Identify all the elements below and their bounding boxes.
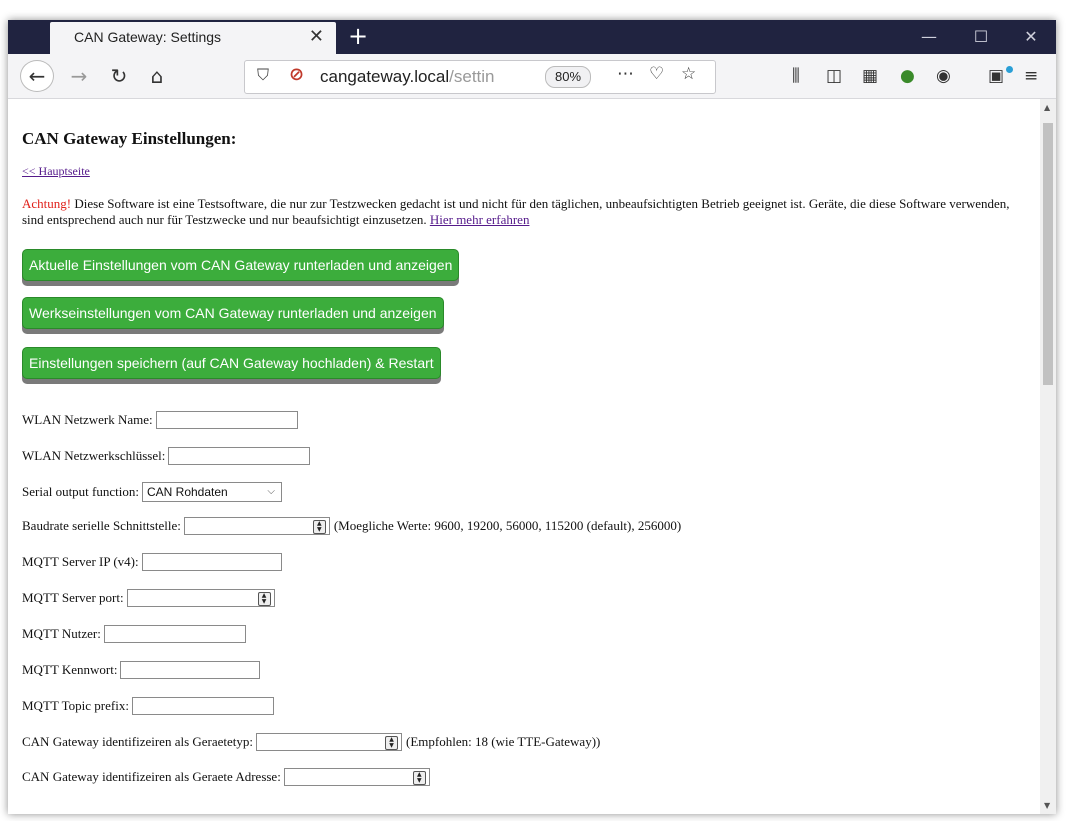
title-bar [8, 20, 1056, 54]
warning-text: Diese Software ist eine Testsoftware, die nur zur Testzwecken gedacht ist und nicht für den täglichen, unbeaufsichtigten Betrieb geeignet ist. Geräte, die diese Software verwenden, sind entsprechend auch nur für Testzwecke und nur beaufsichtigt einzusetzen. [22, 196, 1010, 227]
url-bar[interactable] [244, 60, 716, 94]
spinner-icon[interactable]: ▲ ▼ [313, 520, 326, 534]
chevron-down-icon: ⌵ [267, 486, 275, 497]
navigation-toolbar [8, 54, 1056, 99]
warning-label: Achtung! [22, 196, 72, 211]
notification-dot [1006, 66, 1013, 73]
mqtt-topic-row [22, 697, 274, 719]
mqtt-port-row [22, 589, 275, 611]
wlan-name-row [22, 411, 298, 433]
active-tab[interactable] [50, 22, 336, 54]
device-address-label: CAN Gateway identifizeiren als Geraete Adresse: [22, 769, 281, 785]
mqtt-ip-label: MQTT Server IP (v4): [22, 554, 139, 570]
maximize-button[interactable]: ☐ [973, 27, 989, 46]
mqtt-ip-input[interactable] [142, 553, 282, 571]
tab-title: CAN Gateway: Settings [74, 29, 222, 45]
extension-icon[interactable]: ▦ [862, 66, 879, 86]
gift-icon[interactable]: ▣ [988, 66, 1005, 86]
device-address-input[interactable] [284, 768, 430, 786]
learn-more-link[interactable]: Hier mehr erfahren [429, 212, 530, 227]
mqtt-user-row [22, 625, 246, 647]
forward-arrow-icon[interactable]: → [70, 64, 88, 88]
menu-icon[interactable]: ≡ [1024, 66, 1039, 86]
bookmark-star-icon[interactable]: ☆ [681, 64, 697, 84]
serial-function-label: Serial output function: [22, 484, 139, 499]
globe-extension-icon[interactable]: ● [900, 66, 915, 86]
url-text[interactable]: cangateway.local/settin [320, 67, 495, 86]
device-address-row [22, 768, 430, 790]
spinner-icon[interactable]: ▲ ▼ [385, 736, 398, 750]
mqtt-ip-row [22, 553, 282, 575]
wlan-name-label: WLAN Netzwerk Name: [22, 412, 153, 428]
baudrate-hint: (Moegliche Werte: 9600, 19200, 56000, 115200 (default), 256000) [333, 518, 682, 534]
serial-function-value: CAN Rohdaten [146, 485, 228, 499]
zoom-indicator[interactable]: 80% [545, 66, 591, 88]
vertical-scrollbar[interactable] [1040, 99, 1056, 814]
mqtt-topic-label: MQTT Topic prefix: [22, 698, 129, 714]
back-to-main-link[interactable]: << Hauptseite [22, 164, 90, 178]
mqtt-port-label: MQTT Server port: [22, 590, 124, 606]
device-type-row [22, 733, 600, 755]
device-type-input[interactable] [256, 733, 402, 751]
page-actions-icon[interactable]: ⋯ [617, 64, 634, 84]
page-content [8, 99, 1038, 814]
save-restart-button[interactable]: Einstellungen speichern (auf CAN Gateway hochladen) & Restart [22, 347, 441, 379]
baudrate-input[interactable] [184, 517, 330, 535]
wlan-key-input[interactable] [168, 447, 310, 465]
baudrate-row [22, 517, 681, 539]
home-icon[interactable]: ⌂ [150, 64, 164, 88]
mqtt-password-row [22, 661, 260, 683]
baudrate-label: Baudrate serielle Schnittstelle: [22, 518, 181, 534]
mqtt-topic-input[interactable] [132, 697, 274, 715]
spinner-icon[interactable]: ▲ ▼ [258, 592, 271, 606]
load-current-settings-button[interactable]: Aktuelle Einstellungen vom CAN Gateway runterladen und anzeigen [22, 249, 459, 281]
device-type-hint: (Empfohlen: 18 (wie TTE-Gateway)) [406, 734, 601, 750]
insecure-lock-icon[interactable]: ⊘ [289, 64, 305, 85]
warning-notice [22, 196, 1027, 228]
device-type-label: CAN Gateway identifizeiren als Geraetetyp: [22, 734, 254, 750]
new-tab-button[interactable]: + [348, 22, 369, 50]
back-arrow-icon[interactable]: ← [20, 60, 54, 92]
scroll-up-arrow-icon[interactable]: ▲ [1044, 103, 1051, 112]
account-icon[interactable]: ◉ [936, 66, 951, 86]
load-factory-settings-button[interactable]: Werkseinstellungen vom CAN Gateway runterladen und anzeigen [22, 297, 444, 329]
scrollbar-thumb[interactable] [1043, 123, 1053, 385]
mqtt-password-input[interactable] [120, 661, 260, 679]
wlan-key-row [22, 447, 310, 469]
close-window-button[interactable]: ✕ [1024, 27, 1038, 46]
page-title: CAN Gateway Einstellungen: [22, 129, 237, 148]
reload-icon[interactable]: ↻ [110, 64, 128, 88]
serial-function-row [22, 482, 282, 504]
wlan-name-input[interactable] [156, 411, 298, 429]
wlan-key-label: WLAN Netzwerkschlüssel: [22, 448, 166, 464]
mqtt-password-label: MQTT Kennwort: [22, 662, 118, 678]
serial-function-select[interactable] [142, 482, 282, 502]
browser-window [8, 20, 1056, 814]
spinner-icon[interactable]: ▲ ▼ [413, 771, 426, 785]
mqtt-port-input[interactable] [127, 589, 275, 607]
tab-close-icon[interactable]: ✕ [308, 26, 324, 47]
sidebar-icon[interactable]: ◫ [826, 66, 843, 86]
minimize-button[interactable]: — [921, 27, 937, 46]
library-icon[interactable]: ⫼ [792, 66, 800, 86]
tracking-shield-icon[interactable]: ⛉ [257, 65, 270, 84]
scroll-down-arrow-icon[interactable]: ▼ [1044, 801, 1051, 810]
mqtt-user-input[interactable] [104, 625, 246, 643]
mqtt-user-label: MQTT Nutzer: [22, 626, 101, 642]
pocket-icon[interactable]: ♡ [649, 64, 665, 84]
